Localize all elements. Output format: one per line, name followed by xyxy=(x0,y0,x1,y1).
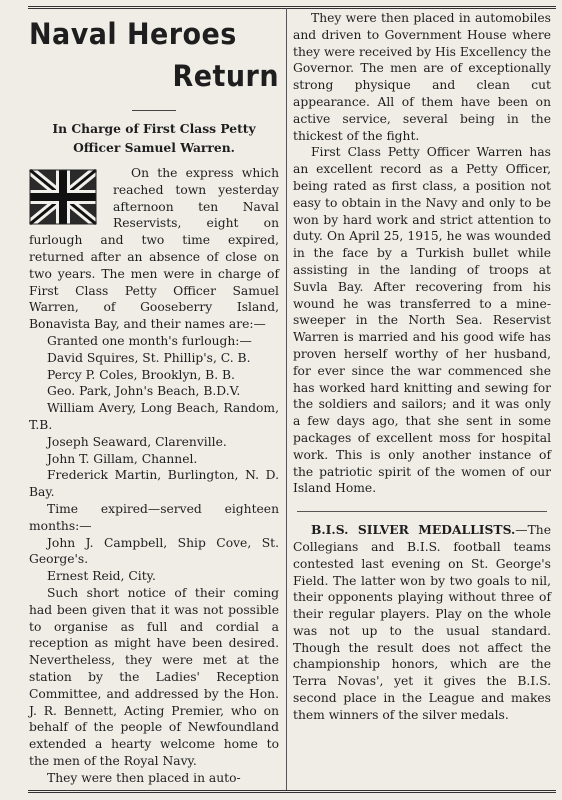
list-item: William Avery, Long Beach, Random, T.B. xyxy=(29,401,279,432)
list-item: Joseph Seaward, Clarenville. xyxy=(47,434,227,449)
list-item: Percy P. Coles, Brooklyn, B. B. xyxy=(47,367,235,382)
continued-line: They were then placed in auto- xyxy=(47,770,241,785)
list-item: David Squires, St. Phillip's, C. B. xyxy=(47,350,251,365)
article-subhead: In Charge of First Class Petty Officer Samuel Warren. xyxy=(52,121,256,155)
headline-rule xyxy=(132,110,176,111)
section-rule xyxy=(297,511,547,512)
headline-line-2: Return xyxy=(172,59,279,93)
list-item: Geo. Park, John's Beach, B.D.V. xyxy=(47,384,241,399)
reception-paragraph: Such short notice of their coming had been given that it was not possible to organise as full and cordial a reception as might have been desired. Nevertheless, they were met at the station by the Ladies' Reception Committee, and addressed by the Hon. J. R. Bennett, Acting Premier, who on behalf of the people of Newfoundland extended a hearty welcome home to the men of the Royal Navy. xyxy=(29,585,279,768)
union-jack-flag-icon xyxy=(29,169,97,225)
right-column xyxy=(293,10,551,724)
government-house-paragraph: They were then placed in automobiles and driven to Government House where they were received by His Excellency the Governor. The men are of exceptionally strong physique and clean cut appearance. All of them have been on active service, several being in the thickest of the fight. xyxy=(293,11,551,143)
top-double-rule xyxy=(28,6,556,9)
list-item: John J. Campbell, Ship Cove, St. George's. xyxy=(29,535,279,567)
left-column xyxy=(29,10,279,786)
bottom-double-rule xyxy=(28,790,556,793)
medallists-text: —The Collegians and B.I.S. football teams contested last evening on St. George's Field. The latter won by two goals to nil, their opponents playing without three of their regular players. Play on the whole was not up to the usual standard. Though the result does not affect the championship honors, which are the Terra Novas', yet it gives the B.I.S. second place in the League and makes them winners of the silver medals. xyxy=(293,523,551,722)
medallists-paragraph xyxy=(293,522,551,724)
furlough-list xyxy=(29,350,279,501)
furlough-heading: Granted one month's furlough:— xyxy=(47,333,252,348)
headline-line-1: Naval Heroes xyxy=(29,17,237,51)
list-item: John T. Gillam, Channel. xyxy=(47,451,198,466)
column-divider xyxy=(286,8,287,790)
expired-heading: Time expired—served eighteen months:— xyxy=(29,501,279,533)
warren-record-paragraph: First Class Petty Officer Warren has an excellent record as a Petty Officer, being rated as first class, a position not easy to obtain in the Navy and only to be won by hard work and strict attention to duty. On April 25, 1915, he was wounded in the face by a Turkish bullet while assisting in the landing of troops at Suvla Bay. After recovering from his wound he was transferred to a mine-sweeper in the North Sea. Reservist Warren is married and his good wife has proven herself worthy of her husband, for ever since the war commenced she has worked hard knitting and sewing for the soldiers and sailors; and it was only a few days ago, that she sent in some packages of excellent moss for hospital work. This is only another instance of the patriotic spirit of the women of our Island Home. xyxy=(293,145,551,496)
list-item: Frederick Martin, Burlington, N. D. Bay. xyxy=(29,468,279,500)
medallists-heading: B.I.S. SILVER MEDALLISTS. xyxy=(311,522,516,538)
intro-paragraph: On the express which reached town yesterday afternoon ten Naval Reservists, eight on furlough and two time expired, returned after an absence of close on two years. The men were in charge of First Class Petty Officer Samuel Warren, of Gooseberry Island, Bonavista Bay, and their names are:— xyxy=(29,166,279,332)
list-item: Ernest Reid, City. xyxy=(47,569,156,584)
expired-list xyxy=(29,535,279,585)
